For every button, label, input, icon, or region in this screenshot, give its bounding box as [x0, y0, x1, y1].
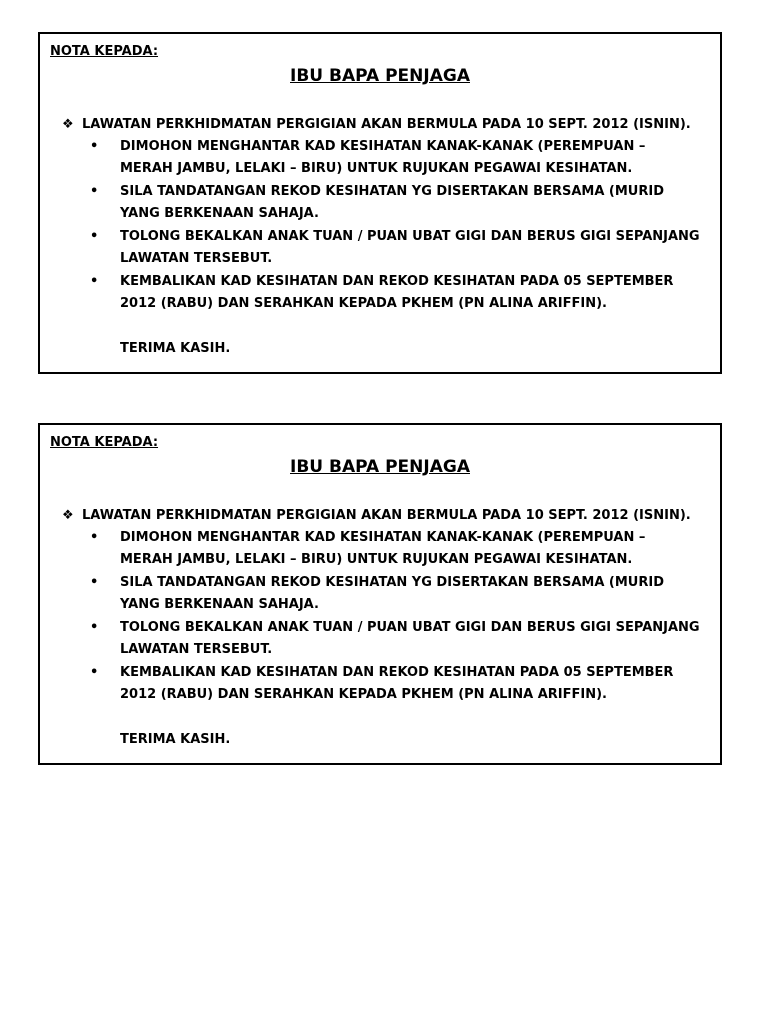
bullet-icon: •: [90, 274, 99, 289]
lead-text: LAWATAN PERKHIDMATAN PERGIGIAN AKAN BERMULA PADA 10 SEPT. 2012 (ISNIN).: [82, 508, 691, 523]
closing-text: TERIMA KASIH.: [120, 341, 231, 356]
lead-statement: [62, 505, 691, 526]
lead-statement: [62, 114, 691, 135]
instruction-list: [88, 136, 718, 316]
closing-text: TERIMA KASIH.: [120, 732, 231, 747]
notice-slip-2: [38, 423, 722, 765]
instruction-list: [88, 527, 718, 707]
list-item: [88, 527, 718, 571]
list-item-text: SILA TANDATANGAN REKOD KESIHATAN YG DISERTAKAN BERSAMA (MURID YANG BERKENAAN SAHAJA.: [120, 575, 664, 612]
list-item-text: TOLONG BEKALKAN ANAK TUAN / PUAN UBAT GIGI DAN BERUS GIGI SEPANJANG LAWATAN TERSEBUT.: [120, 229, 700, 266]
notice-slip-1: [38, 32, 722, 374]
bullet-icon: •: [90, 575, 99, 590]
list-item: [88, 181, 718, 225]
notice-heading: IBU BAPA PENJAGA: [290, 457, 470, 477]
list-item: [88, 226, 718, 270]
list-item: [88, 136, 718, 180]
bullet-icon: •: [90, 184, 99, 199]
bullet-icon: •: [90, 665, 99, 680]
addressee-label: NOTA KEPADA:: [50, 435, 159, 450]
addressee-label: NOTA KEPADA:: [50, 44, 159, 59]
diamond-bullet-icon: ❖: [62, 508, 74, 523]
list-item: [88, 662, 718, 706]
lead-text: LAWATAN PERKHIDMATAN PERGIGIAN AKAN BERMULA PADA 10 SEPT. 2012 (ISNIN).: [82, 117, 691, 132]
list-item-text: KEMBALIKAN KAD KESIHATAN DAN REKOD KESIHATAN PADA 05 SEPTEMBER 2012 (RABU) DAN SERAHKAN KEPADA PKHEM (PN ALINA ARIFFIN).: [120, 665, 674, 702]
bullet-icon: •: [90, 530, 99, 545]
list-item: [88, 617, 718, 661]
list-item-text: DIMOHON MENGHANTAR KAD KESIHATAN KANAK-KANAK (PEREMPUAN – MERAH JAMBU, LELAKI – BIRU) UNTUK RUJUKAN PEGAWAI KESIHATAN.: [120, 530, 646, 567]
diamond-bullet-icon: ❖: [62, 117, 74, 132]
list-item-text: DIMOHON MENGHANTAR KAD KESIHATAN KANAK-KANAK (PEREMPUAN – MERAH JAMBU, LELAKI – BIRU) UNTUK RUJUKAN PEGAWAI KESIHATAN.: [120, 139, 646, 176]
notice-heading: IBU BAPA PENJAGA: [290, 66, 470, 86]
list-item-text: TOLONG BEKALKAN ANAK TUAN / PUAN UBAT GIGI DAN BERUS GIGI SEPANJANG LAWATAN TERSEBUT.: [120, 620, 700, 657]
bullet-icon: •: [90, 139, 99, 154]
list-item-text: SILA TANDATANGAN REKOD KESIHATAN YG DISERTAKAN BERSAMA (MURID YANG BERKENAAN SAHAJA.: [120, 184, 664, 221]
bullet-icon: •: [90, 229, 99, 244]
list-item-text: KEMBALIKAN KAD KESIHATAN DAN REKOD KESIHATAN PADA 05 SEPTEMBER 2012 (RABU) DAN SERAHKAN KEPADA PKHEM (PN ALINA ARIFFIN).: [120, 274, 674, 311]
list-item: [88, 271, 718, 315]
bullet-icon: •: [90, 620, 99, 635]
list-item: [88, 572, 718, 616]
